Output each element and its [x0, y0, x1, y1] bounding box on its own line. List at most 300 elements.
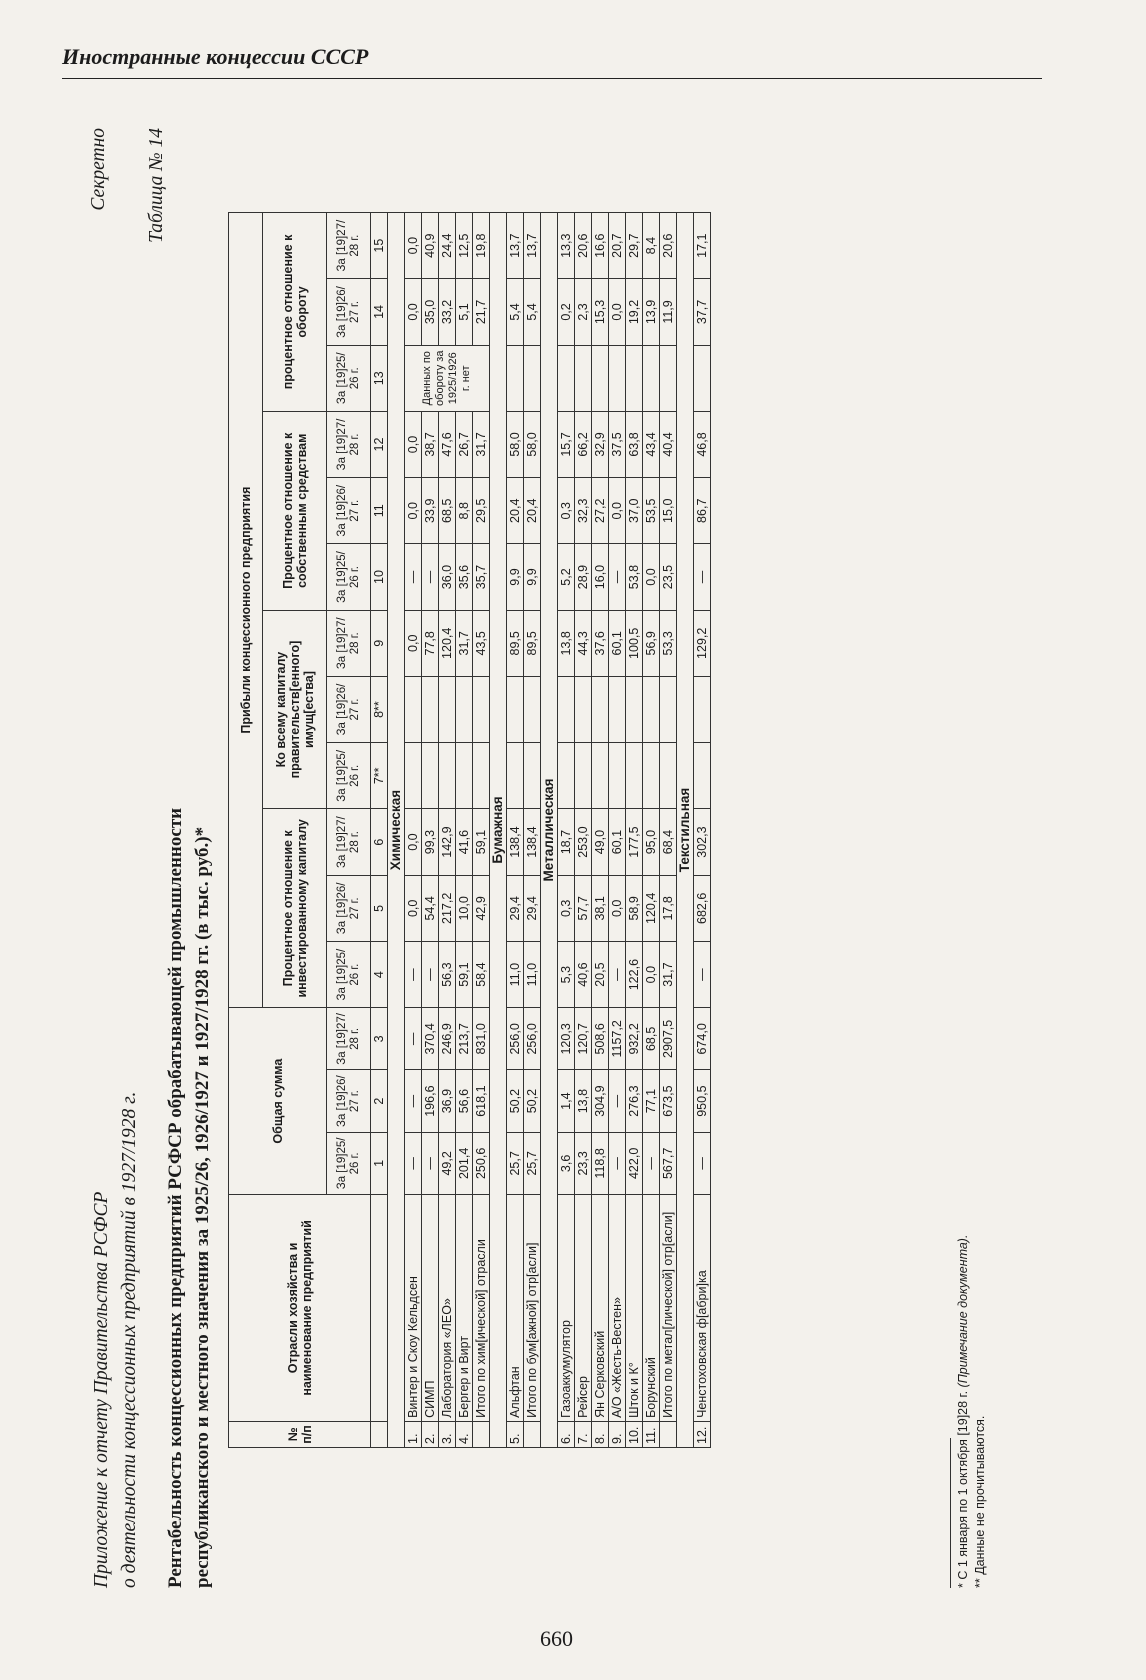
cell-value: 13,8: [558, 610, 575, 676]
cell-value: 32,9: [592, 411, 609, 477]
cell-value: 8,8: [456, 478, 473, 544]
cell-value: 0,0: [405, 875, 422, 941]
cell-value: [422, 743, 439, 809]
cell-value: 19,2: [626, 279, 643, 345]
cell-value: [575, 743, 592, 809]
cell-value: 15,3: [592, 279, 609, 345]
table-row: [660, 213, 677, 1448]
row-name: Итого по хим[ической] отрасли: [473, 1195, 490, 1422]
cell-value: [609, 345, 626, 411]
table-row: [609, 213, 626, 1448]
cell-value: 0,2: [558, 279, 575, 345]
cell-value: 31,7: [456, 610, 473, 676]
cell-value: 11,9: [660, 279, 677, 345]
cell-value: 53,5: [643, 478, 660, 544]
table-row: [694, 213, 711, 1448]
cell-value: —: [405, 544, 422, 610]
cell-value: 95,0: [643, 809, 660, 875]
year-header: За [19]26/ 27 г.: [327, 279, 371, 345]
column-number: 1: [371, 1132, 388, 1194]
section-heading: Металлическая: [541, 213, 558, 1448]
cell-value: 8,4: [643, 213, 660, 279]
cell-value: —: [609, 941, 626, 1007]
row-number: 4.: [456, 1421, 473, 1447]
cell-value: 100,5: [626, 610, 643, 676]
cell-value: 20,4: [524, 478, 541, 544]
section-row: [677, 213, 694, 1448]
cell-value: 40,6: [575, 941, 592, 1007]
cell-value: 29,4: [507, 875, 524, 941]
cell-value: 246,9: [439, 1008, 456, 1070]
footnote-rule: [950, 1438, 951, 1588]
cell-value: —: [694, 941, 711, 1007]
cell-value: —: [609, 1070, 626, 1132]
footnote-2: ** Данные не прочитываются.: [973, 1415, 987, 1588]
cell-value: [643, 345, 660, 411]
cell-value: 40,9: [422, 213, 439, 279]
cell-value: —: [422, 941, 439, 1007]
row-name: Шток и К°: [626, 1195, 643, 1422]
cell-value: 37,5: [609, 411, 626, 477]
cell-value: [660, 676, 677, 742]
cell-value: —: [405, 1132, 422, 1194]
header-capital: Ко всему капиталу правительств[енного] имущ[ества]: [263, 610, 327, 809]
cell-value: 56,3: [439, 941, 456, 1007]
cell-value: 36,0: [439, 544, 456, 610]
cell-value: —: [422, 1132, 439, 1194]
cell-value: 13,7: [524, 213, 541, 279]
row-number: 3.: [439, 1421, 456, 1447]
row-number: 10.: [626, 1421, 643, 1447]
year-header: За [19]27/ 28 г.: [327, 809, 371, 875]
cell-value: 20,7: [609, 213, 626, 279]
header-profits: Прибыли концессионного предприятия: [229, 213, 263, 1008]
cell-value: 213,7: [456, 1008, 473, 1070]
cell-value: 12,5: [456, 213, 473, 279]
cell-value: 50,2: [524, 1070, 541, 1132]
year-header: За [19]25/ 26 г.: [327, 1132, 371, 1194]
cell-value: 5,1: [456, 279, 473, 345]
title-line-2: республиканского и местного значения за 1925/26, 1926/1927 и 1927/1928 гг. (в тыс. руб.)*: [192, 826, 213, 1588]
cell-value: [507, 345, 524, 411]
cell-value: 5,3: [558, 941, 575, 1007]
cell-value: [626, 676, 643, 742]
cell-value: 0,0: [405, 809, 422, 875]
cell-value: [592, 676, 609, 742]
cell-value: [626, 345, 643, 411]
page-number: 660: [540, 1626, 573, 1651]
year-header: За [19]27/ 28 г.: [327, 610, 371, 676]
cell-value: 5,4: [524, 279, 541, 345]
cell-value: 567,7: [660, 1132, 677, 1194]
cell-value: 37,0: [626, 478, 643, 544]
running-head-text: Иностранные концессии СССР: [62, 44, 369, 69]
cell-value: 60,1: [609, 809, 626, 875]
cell-value: 276,3: [626, 1070, 643, 1132]
cell-value: [524, 743, 541, 809]
cell-value: 42,9: [473, 875, 490, 941]
column-number: 14: [371, 279, 388, 345]
table-number: Таблица № 14: [146, 128, 167, 243]
column-number: 8**: [371, 676, 388, 742]
table-row: [524, 213, 541, 1448]
cell-value: [592, 345, 609, 411]
cell-value: 18,7: [558, 809, 575, 875]
appendix-caption: [88, 1092, 144, 1588]
cell-value: 177,5: [626, 809, 643, 875]
cell-value: 370,4: [422, 1008, 439, 1070]
cell-value: [694, 743, 711, 809]
cell-value: [575, 676, 592, 742]
cell-value: [660, 345, 677, 411]
cell-value: 17,8: [660, 875, 677, 941]
cell-value: 120,7: [575, 1008, 592, 1070]
cell-value: [643, 676, 660, 742]
cell-value: 0,0: [405, 610, 422, 676]
cell-value: —: [609, 1132, 626, 1194]
cell-value: 253,0: [575, 809, 592, 875]
year-header: За [19]27/ 28 г.: [327, 213, 371, 279]
cell-value: 31,7: [660, 941, 677, 1007]
cell-value: 674,0: [694, 1008, 711, 1070]
row-number: 9.: [609, 1421, 626, 1447]
appendix-line-1: Приложение к отчету Правительства РСФСР: [91, 1191, 112, 1588]
no-data-note: Данных по обороту за 1925/1926 г. нет: [405, 345, 490, 411]
cell-value: 36,9: [439, 1070, 456, 1132]
cell-value: —: [609, 544, 626, 610]
section-row: [541, 213, 558, 1448]
cell-value: 118,8: [592, 1132, 609, 1194]
secret-mark: Секретно: [88, 128, 109, 211]
cell-value: 0,0: [609, 875, 626, 941]
cell-value: 28,9: [575, 544, 592, 610]
cell-value: 41,6: [456, 809, 473, 875]
cell-value: 217,2: [439, 875, 456, 941]
cell-value: 31,7: [473, 411, 490, 477]
header-branch: Отрасли хозяйства и наименование предприятий: [229, 1195, 371, 1422]
cell-value: [473, 743, 490, 809]
cell-value: 13,9: [643, 279, 660, 345]
cell-value: 11,0: [524, 941, 541, 1007]
year-header: За [19]27/ 28 г.: [327, 1008, 371, 1070]
table-row: [626, 213, 643, 1448]
cell-value: 2,3: [575, 279, 592, 345]
cell-value: 89,5: [507, 610, 524, 676]
year-header: За [19]27/ 28 г.: [327, 411, 371, 477]
cell-value: 57,7: [575, 875, 592, 941]
footnote-1-text: * С 1 января по 1 октября [19]28 г.: [956, 1390, 970, 1588]
footnote-1-note: (Примечание документа).: [956, 1234, 970, 1388]
row-name: Ченстоховская ф[абри]ка: [694, 1195, 711, 1422]
cell-value: 682,6: [694, 875, 711, 941]
cell-value: 302,3: [694, 809, 711, 875]
cell-value: 196,6: [422, 1070, 439, 1132]
cell-value: 120,4: [439, 610, 456, 676]
cell-value: 50,2: [507, 1070, 524, 1132]
cell-value: 25,7: [524, 1132, 541, 1194]
cell-value: 37,7: [694, 279, 711, 345]
cell-value: 56,9: [643, 610, 660, 676]
cell-value: 43,5: [473, 610, 490, 676]
cell-value: 9,9: [507, 544, 524, 610]
cell-value: 0,3: [558, 478, 575, 544]
year-header: За [19]26/ 27 г.: [327, 875, 371, 941]
header-own: Процентное отношение к собственным средствам: [263, 411, 327, 610]
cell-value: —: [643, 1132, 660, 1194]
cell-value: [439, 743, 456, 809]
column-number: 5: [371, 875, 388, 941]
cell-value: 10,0: [456, 875, 473, 941]
cell-value: 2907,5: [660, 1008, 677, 1070]
row-number: 11.: [643, 1421, 660, 1447]
row-name: Итого по бум[ажной] отр[асли]: [524, 1195, 541, 1422]
row-name: Газоаккумулятор: [558, 1195, 575, 1422]
year-header: За [19]25/ 26 г.: [327, 743, 371, 809]
cell-value: 60,1: [609, 610, 626, 676]
row-number: 12.: [694, 1421, 711, 1447]
cell-value: 0,0: [405, 279, 422, 345]
cell-value: 0,0: [609, 279, 626, 345]
cell-value: 201,4: [456, 1132, 473, 1194]
row-number: [524, 1421, 541, 1447]
cell-value: 3,6: [558, 1132, 575, 1194]
row-name: Альфтан: [507, 1195, 524, 1422]
year-header: За [19]26/ 27 г.: [327, 478, 371, 544]
cell-value: 33,9: [422, 478, 439, 544]
table-row: [558, 213, 575, 1448]
cell-value: 13,3: [558, 213, 575, 279]
rotated-page: [88, 88, 1028, 1588]
cell-value: 422,0: [626, 1132, 643, 1194]
cell-value: [524, 676, 541, 742]
year-header: За [19]26/ 27 г.: [327, 1070, 371, 1132]
row-name: Бергер и Вирт: [456, 1195, 473, 1422]
cell-value: 68,5: [439, 478, 456, 544]
cell-value: 29,4: [524, 875, 541, 941]
cell-value: 54,4: [422, 875, 439, 941]
cell-value: 77,1: [643, 1070, 660, 1132]
cell-value: 5,4: [507, 279, 524, 345]
cell-value: 23,3: [575, 1132, 592, 1194]
column-number: 2: [371, 1070, 388, 1132]
cell-value: 0,3: [558, 875, 575, 941]
cell-value: [558, 345, 575, 411]
header-turnover: процентное отношение к обороту: [263, 213, 327, 412]
cell-value: 142,9: [439, 809, 456, 875]
table-row: [405, 213, 422, 1448]
cell-value: 46,8: [694, 411, 711, 477]
cell-value: 17,1: [694, 213, 711, 279]
cell-value: 99,3: [422, 809, 439, 875]
cell-value: [694, 676, 711, 742]
cell-value: 20,5: [592, 941, 609, 1007]
cell-value: 32,3: [575, 478, 592, 544]
cell-value: 20,6: [660, 213, 677, 279]
row-number: [660, 1421, 677, 1447]
cell-value: 16,0: [592, 544, 609, 610]
cell-value: 38,7: [422, 411, 439, 477]
cell-value: 11,0: [507, 941, 524, 1007]
cell-value: 44,3: [575, 610, 592, 676]
footnote-1: [955, 1235, 972, 1588]
cell-value: [524, 345, 541, 411]
row-name: Рейсер: [575, 1195, 592, 1422]
cell-value: —: [694, 1132, 711, 1194]
cell-value: 77,8: [422, 610, 439, 676]
cell-value: 0,0: [405, 411, 422, 477]
section-heading: Текстильная: [677, 213, 694, 1448]
cell-value: [575, 345, 592, 411]
row-number: 6.: [558, 1421, 575, 1447]
cell-value: 16,6: [592, 213, 609, 279]
section-row: [388, 213, 405, 1448]
cell-value: 13,7: [507, 213, 524, 279]
column-number: 7**: [371, 743, 388, 809]
cell-value: [694, 345, 711, 411]
cell-value: 21,7: [473, 279, 490, 345]
cell-value: [507, 676, 524, 742]
cell-value: —: [405, 1070, 422, 1132]
column-number: 10: [371, 544, 388, 610]
column-number: 11: [371, 478, 388, 544]
table-title: [162, 448, 216, 1588]
cell-value: —: [405, 941, 422, 1007]
cell-value: 0,0: [643, 544, 660, 610]
column-number: 15: [371, 213, 388, 279]
header-invest: Процентное отношение к инвестированному капиталу: [263, 809, 327, 1008]
cell-value: 950,5: [694, 1070, 711, 1132]
cell-value: 138,4: [524, 809, 541, 875]
cell-value: 49,0: [592, 809, 609, 875]
cell-value: 256,0: [524, 1008, 541, 1070]
row-number: 1.: [405, 1421, 422, 1447]
cell-value: 0,0: [405, 213, 422, 279]
column-number: 4: [371, 941, 388, 1007]
row-name: Винтер и Скоу Кельдсен: [405, 1195, 422, 1422]
cell-value: [558, 676, 575, 742]
cell-value: 33,2: [439, 279, 456, 345]
cell-value: 37,6: [592, 610, 609, 676]
running-head: [62, 44, 1042, 70]
cell-value: 35,0: [422, 279, 439, 345]
cell-value: 250,6: [473, 1132, 490, 1194]
cell-value: 86,7: [694, 478, 711, 544]
cell-value: 26,7: [456, 411, 473, 477]
column-number: 13: [371, 345, 388, 411]
cell-value: 13,8: [575, 1070, 592, 1132]
cell-value: 58,9: [626, 875, 643, 941]
cell-value: 23,5: [660, 544, 677, 610]
column-number-row: [371, 213, 388, 1448]
title-line-1: Рентабельность концессионных предприятий РСФСР обрабатывающей промышленности: [165, 807, 186, 1588]
cell-value: 68,5: [643, 1008, 660, 1070]
cell-value: 122,6: [626, 941, 643, 1007]
table-body: [388, 213, 711, 1448]
cell-value: [422, 676, 439, 742]
cell-value: 58,0: [507, 411, 524, 477]
cell-value: 19,8: [473, 213, 490, 279]
row-number: 8.: [592, 1421, 609, 1447]
cell-value: 47,6: [439, 411, 456, 477]
cell-value: [643, 743, 660, 809]
table-row: [592, 213, 609, 1448]
cell-value: 256,0: [507, 1008, 524, 1070]
section-heading: Химическая: [388, 213, 405, 1448]
profitability-table: [228, 212, 711, 1448]
year-header: За [19]25/ 26 г.: [327, 941, 371, 1007]
cell-value: 120,4: [643, 875, 660, 941]
cell-value: [456, 743, 473, 809]
cell-value: —: [694, 544, 711, 610]
cell-value: 53,3: [660, 610, 677, 676]
year-header: За [19]26/ 27 г.: [327, 676, 371, 742]
cell-value: [439, 676, 456, 742]
cell-value: 5,2: [558, 544, 575, 610]
table-row: [507, 213, 524, 1448]
cell-value: 15,7: [558, 411, 575, 477]
cell-value: 29,7: [626, 213, 643, 279]
cell-value: [660, 743, 677, 809]
year-header: За [19]25/ 26 г.: [327, 544, 371, 610]
row-number: 7.: [575, 1421, 592, 1447]
cell-value: 138,4: [507, 809, 524, 875]
row-number: 5.: [507, 1421, 524, 1447]
cell-value: —: [422, 544, 439, 610]
cell-value: [626, 743, 643, 809]
cell-value: [609, 676, 626, 742]
row-number: [473, 1421, 490, 1447]
cell-value: 63,8: [626, 411, 643, 477]
section-row: [490, 213, 507, 1448]
column-number: 9: [371, 610, 388, 676]
row-number: 2.: [422, 1421, 439, 1447]
cell-value: —: [405, 1008, 422, 1070]
cell-value: [405, 743, 422, 809]
cell-value: 49,2: [439, 1132, 456, 1194]
row-name: СИМП: [422, 1195, 439, 1422]
cell-value: 673,5: [660, 1070, 677, 1132]
cell-value: 15,0: [660, 478, 677, 544]
cell-value: [507, 743, 524, 809]
appendix-line-2: о деятельности концессионных предприятий в 1927/1928 г.: [119, 1091, 140, 1588]
cell-value: 40,4: [660, 411, 677, 477]
column-number: 6: [371, 809, 388, 875]
row-name: Лаборатория «ЛЕО»: [439, 1195, 456, 1422]
cell-value: 0,0: [643, 941, 660, 1007]
row-name: Итого по метал[лической] отр[асли]: [660, 1195, 677, 1422]
footnotes: [950, 1235, 989, 1588]
header-rule: [62, 78, 1042, 79]
cell-value: 25,7: [507, 1132, 524, 1194]
cell-value: 56,6: [456, 1070, 473, 1132]
cell-value: 38,1: [592, 875, 609, 941]
cell-value: [592, 743, 609, 809]
cell-value: 35,7: [473, 544, 490, 610]
year-header: За [19]25/ 26 г.: [327, 345, 371, 411]
cell-value: 35,6: [456, 544, 473, 610]
cell-value: 59,1: [456, 941, 473, 1007]
column-number: 3: [371, 1008, 388, 1070]
row-name: Борунский: [643, 1195, 660, 1422]
row-name: Ян Серковский: [592, 1195, 609, 1422]
cell-value: 89,5: [524, 610, 541, 676]
cell-value: 66,2: [575, 411, 592, 477]
cell-value: 59,1: [473, 809, 490, 875]
cell-value: 24,4: [439, 213, 456, 279]
cell-value: 43,4: [643, 411, 660, 477]
cell-value: 618,1: [473, 1070, 490, 1132]
cell-value: 58,4: [473, 941, 490, 1007]
